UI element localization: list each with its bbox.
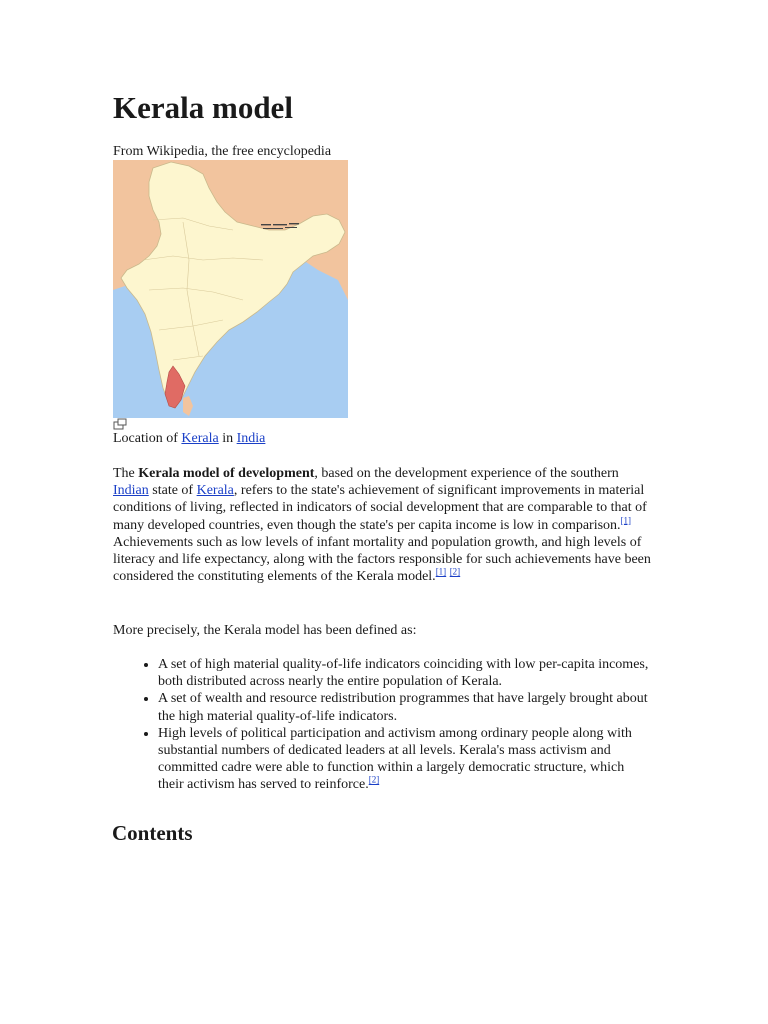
link-kerala[interactable]: Kerala	[196, 483, 234, 499]
definition-lead: More precisely, the Kerala model has been defined as:	[113, 623, 417, 638]
list-item: • A set of high material quality-of-life indicators coinciding with low per-capita incomes, both distributed across nearly the entire population of Kerala.	[158, 656, 653, 690]
india-map-image	[113, 160, 348, 418]
tagline: From Wikipedia, the free encyclopedia	[113, 144, 332, 159]
contents-heading: Contents	[112, 821, 193, 845]
intro-paragraph: The Kerala model of development, based on the development experience of the southern Indian state of Kerala, refers to the state's achievement of significant improvements in material conditions of living, reflected in indicators of social development that are comparable to that of many developed countries, even though the state's per capita income is low in comparison.[1] Achievements such as low levels of infant mortality and population growth, and high levels of literacy and life expectancy, along with the factors responsible for such achievements have been considered the constituting elements of the Kerala model.[1] [2]	[113, 466, 651, 585]
enlarge-icon[interactable]	[113, 418, 127, 430]
reference-link-1b[interactable]: [1]	[435, 566, 447, 577]
link-indian[interactable]: Indian	[113, 483, 149, 499]
reference-link-2b[interactable]: [2]	[368, 774, 380, 785]
bold-term: Kerala model of development	[138, 466, 315, 481]
reference-link-1[interactable]: [1]	[620, 514, 632, 525]
definition-list	[113, 656, 653, 794]
link-india-caption[interactable]: India	[236, 431, 266, 446]
list-item: • A set of wealth and resource redistribution programmes that have largely brought about the high material quality-of-life indicators.	[158, 690, 653, 724]
map-caption: Location of Kerala in India	[113, 431, 266, 446]
list-item: • High levels of political participation and activism among ordinary people along with substantial numbers of dedicated leaders at all levels. Kerala's mass activism and committed cadre were able to function within a largely democratic structure, which their activism has served to reinforce.[2]	[158, 725, 653, 794]
kerala-location-map[interactable]	[113, 160, 348, 418]
link-kerala-caption[interactable]: Kerala	[181, 431, 219, 446]
reference-link-2[interactable]: [2]	[449, 566, 461, 577]
page-title: Kerala model	[113, 90, 293, 125]
